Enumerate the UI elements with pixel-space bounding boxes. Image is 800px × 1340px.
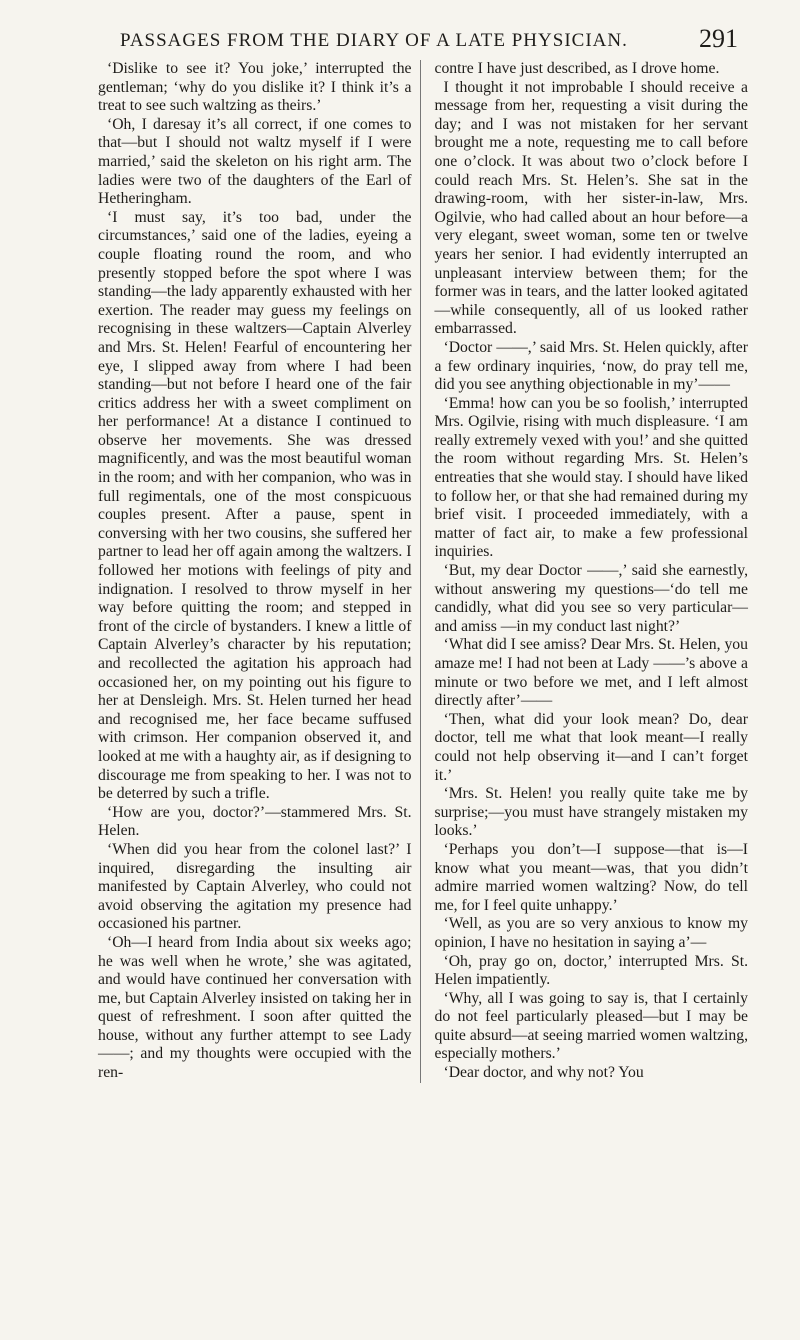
paragraph: contre I have just described, as I drove home.: [434, 60, 720, 77]
paragraph: ‘Well, as you are so very anxious to know my opinion, I have no hesitation in saying a’—: [434, 915, 748, 951]
paragraph: ‘Then, what did your look mean? Do, dear doctor, tell me what that look meant—I really could not help observing it—and I can’t forget it.’: [434, 710, 748, 784]
paragraph: ‘Doctor ——,’ said Mrs. St. Helen quickly, after a few ordinary inquiries, ‘now, do pray tell me, did you see anything objectionable in my’——: [434, 338, 748, 394]
paragraph: ‘Perhaps you don’t—I suppose—that is—I know what you meant—was, that you didn’t admire married women waltzing? Now, do tell me, for I feel quite unhappy.’: [434, 840, 748, 914]
page-header: [98, 20, 748, 60]
paragraph: ‘I must say, it’s too bad, under the circumstances,’ said one of the ladies, eyeing a couple floating round the room, and who presently stopped before the spot where I was standing—the lady apparently exhausted with her exertion. The reader may guess my feelings on recognising in these waltzers—Captain Alverley and Mrs. St. Helen! Fearful of encountering her eye, I slipped away from where I had been standing—but not before I heard one of the fair critics address her with a sweet compliment on her performance! At a distance I continued to observe her movements. She was dressed magnificently, and was the most beautiful woman in the room; and with her companion, who was in full regimentals, one of the most conspicuous couples present. After a pause, spent in conversing with her two cousins, she suffered her partner to lead her off again among the waltzers. I followed her motions with feelings of pity and indignation. I resolved to throw myself in her way before quitting the room; and stepped in front of the circle of bystanders. I knew a little of Captain Alverley’s character by his reputation; and recollected the agitation his approach had occasioned her, on my pointing out his figure to her at Densleigh. Mrs. St. Helen turned her head and recognised me, her face became suffused with crimson. Her companion observed it, and looked at me with a haughty air, as if designing to discourage me from speaking to her. I was not to be deterred by such a trifle.: [98, 208, 412, 803]
paragraph: ‘Oh, pray go on, doctor,’ interrupted Mrs. St. Helen impatiently.: [434, 952, 748, 989]
page-number: 291: [699, 24, 738, 53]
paragraph: I thought it not improbable I should receive a message from her, requesting a visit during the day; and I was not mistaken for her servant brought me a note, requesting me to call before one o’clock. It was about two o’clock before I could reach Mrs. St. Helen’s. She sat in the drawing-room, with her sister-in-law, Mrs. Ogilvie, who had called about an hour before—a very elegant, sweet woman, some ten or twelve years her senior. I had evidently interrupted an unpleasant interview between them; for the former was in tears, and the latter looked agitated—while consequently, all of us looked rather embarrassed.: [434, 78, 748, 338]
paragraph: ‘Emma! how can you be so foolish,’ interrupted Mrs. Ogilvie, rising with much displeasure. ‘I am really extremely vexed with you!’ and she quitted the room without regarding Mrs. St. Helen’s entreaties that she would stay. I should have liked to follow her, or that she had remained during my brief visit. I proceeded immediately, with a matter of fact air, to make a few professional inquiries.: [434, 394, 748, 561]
running-title: PASSAGES FROM THE DIARY OF A LATE PHYSICIAN.: [120, 30, 628, 51]
paragraph: ‘Why, all I was going to say is, that I certainly do not feel particularly pleased—but I may be quite absurd—at seeing married women waltzing, especially mothers.’: [434, 989, 748, 1063]
text-columns: [98, 60, 748, 1083]
paragraph: ‘Dear doctor, and why not? You: [443, 1064, 644, 1082]
right-column: [435, 60, 749, 1083]
paragraph: ‘Dislike to see it? You joke,’ interrupted the gentleman; ‘why do you dislike it? I think it’s a treat to see such waltzing as theirs.’: [98, 60, 412, 115]
paragraph: ‘How are you, doctor?’—stammered Mrs. St. Helen.: [98, 803, 412, 840]
paragraph: ‘When did you hear from the colonel last?’ I inquired, disregarding the insulting air manifested by Captain Alverley, who could not avoid observing the agitation my presence had occasioned his partner.: [98, 840, 412, 933]
paragraph: ‘Oh—I heard from India about six weeks ago; he was well when he wrote,’ she was agitated, and would have continued her conversation with me, but Captain Alverley insisted on taking her in quest of refreshment. I soon after quitted the house, without any further attempt to see Lady ——; and my thoughts were occupied with the ren-: [98, 933, 412, 1082]
paragraph: ‘Mrs. St. Helen! you really quite take me by surprise;—you must have strangely mistaken my looks.’: [434, 785, 748, 840]
left-column: [98, 60, 421, 1083]
paragraph: ‘What did I see amiss? Dear Mrs. St. Helen, you amaze me! I had not been at Lady ——’s above a minute or two before we met, and I left almost directly after’——: [434, 636, 748, 710]
paragraph: ‘Oh, I daresay it’s all correct, if one comes to that—but I should not waltz myself if I were married,’ said the skeleton on his right arm. The ladies were two of the daughters of the Earl of Hetheringham.: [98, 115, 412, 208]
paragraph: ‘But, my dear Doctor ——,’ said she earnestly, without answering my questions—‘do tell me candidly, what did you see so very particular—and amiss —in my conduct last night?’: [434, 562, 748, 635]
